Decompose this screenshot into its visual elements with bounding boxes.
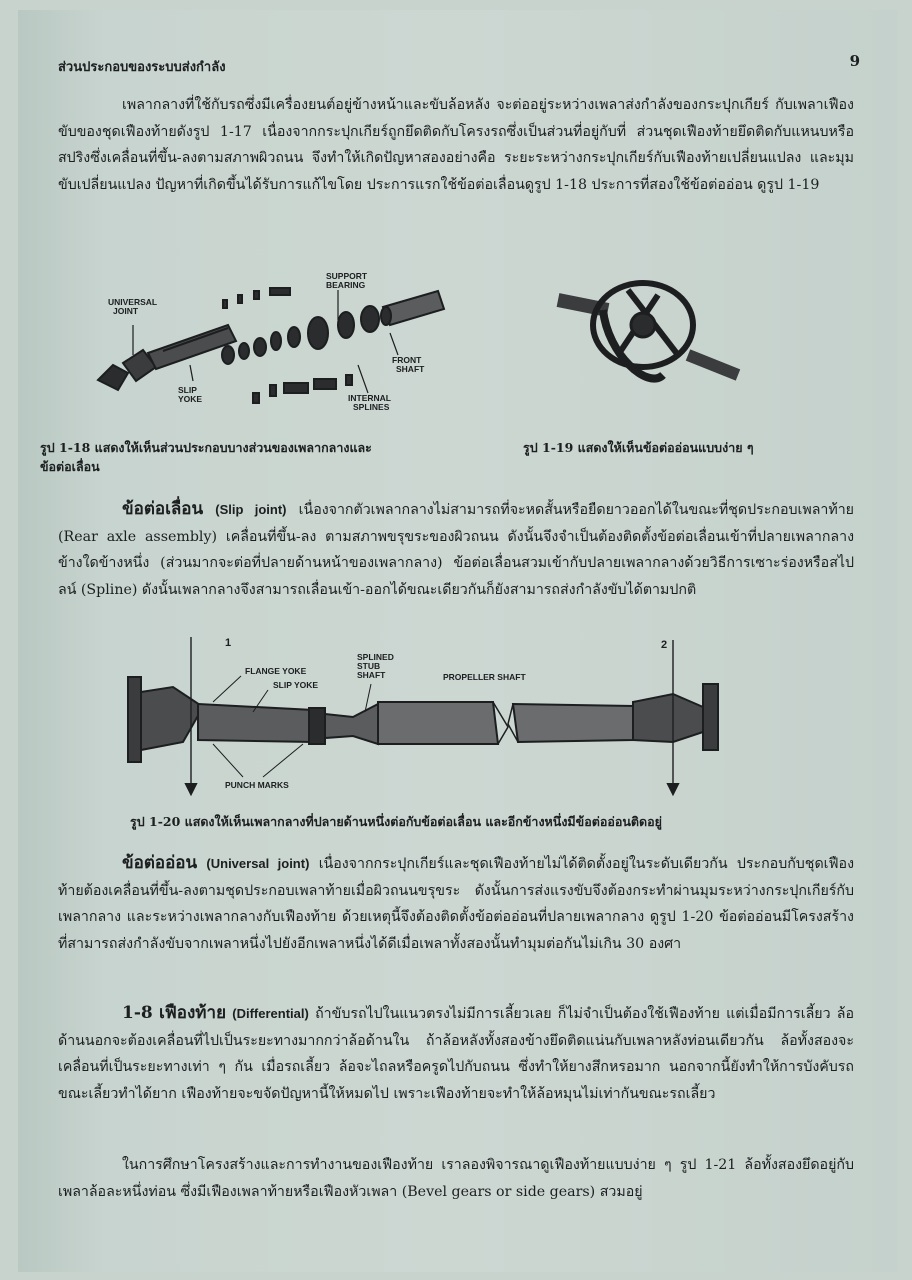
running-header <box>58 52 878 77</box>
label-slip-yoke: SLIP <box>178 385 197 395</box>
label-slip-yoke: YOKE <box>178 394 203 404</box>
label-support-bearing: BEARING <box>326 280 366 290</box>
fig20-marker-2: 2 <box>661 639 668 651</box>
figure-1-18-caption: รูป 1-18 แสดงให้เห็นส่วนประกอบบางส่วนของเพลากลางและ ข้อต่อเลื่อน <box>40 440 372 474</box>
paragraph-differential <box>58 1000 854 1107</box>
fig20-marker-1: 1 <box>225 637 232 649</box>
differential-body: ถ้าขับรถไปในแนวตรงไม่มีการเลี้ยวเลย ก็ไม่จำเป็นต้องใช้เฟืองท้าย แต่เมื่อมีการเลี้ยว ล้อด้านนอกจะต้องเคลื่อนที่ไปเป็นระยะทางมากกว่าล้อด้านใน ถ้าล้อหลังทั้งสองข้างยึดติดแน่นกับเพลาหลังท่อนเดียวกัน ล้อทั้งสองจะเคลื่อนที่เป็นระยะทางเท่า ๆ กัน เมื่อรถเลี้ยว ล้อจะไถลหรือครูดไปกับถนน ซึ่งทำให้ยางสึกหรอมาก นอกจากนี้ยังทำให้การบังคับรถขณะเลี้ยวทำได้ยาก เฟืองท้ายจะขจัดปัญหานี้ให้หมดไป เพราะเฟืองท้ายจะทำให้ล้อหมุนไม่เท่ากันขณะรถเลี้ยว <box>58 1006 854 1102</box>
label-slip-yoke-20: SLIP YOKE <box>273 680 319 690</box>
figure-1-19-caption: รูป 1-19 แสดงให้เห็นข้อต่ออ่อนแบบง่าย ๆ <box>523 440 754 455</box>
figure-1-20-caption: รูป 1-20 แสดงให้เห็นเพลากลางที่ปลายด้านหนึ่งต่อกับข้อต่อเลื่อน และอีกข้างหนึ่งมีข้อต่ออ่อนติดอยู่ <box>130 814 662 829</box>
paragraph-propeller-shaft: เพลากลางที่ใช้กับรถซึ่งมีเครื่องยนต์อยู่ข้างหน้าและขับล้อหลัง จะต่ออยู่ระหว่างเพลาส่งกำลังของกระปุกเกียร์ กับเพลาเฟืองขับของชุดเฟืองท้ายดังรูป 1-17 เนื่องจากกระปุกเกียร์ถูกยึดติดกับโครงรถซึ่งเป็นส่วนที่อยู่กับที่ ส่วนชุดเฟืองท้ายยึดติดกับแหนบหรือสปริงซึ่งเคลื่อนที่ขึ้น-ลงตามสภาพผิวถนน จึงทำให้เกิดปัญหาสองอย่างคือ ระยะระหว่างกระปุกเกียร์กับเฟืองท้ายเปลี่ยนแปลง และมุมขับเปลี่ยนแปลง ปัญหาที่เกิดขึ้นได้รับการแก้ไขโดย ประการแรกใช้ข้อต่อเลื่อนดูรูป 1-18 ประการที่สองใช้ข้อต่ออ่อน ดูรูป 1-19 <box>58 97 854 193</box>
label-universal-joint: JOINT <box>113 306 139 316</box>
universal-joint-body: เนื่องจากกระปุกเกียร์และชุดเฟืองท้ายไม่ได้ติดตั้งอยู่ในระดับเดียวกัน ประกอบกับชุดเฟืองท้ายต้องเคลื่อนที่ขึ้น-ลงตามชุดประกอบเพลาท้ายเมื่อผิวถนนขรุขระ ดังนั้นการส่งแรงขับจึงต้องกระทำผ่านมุมระหว่างกระปุกเกียร์กับเพลากลาง และระหว่างเพลากลางกับเฟืองท้าย ด้วยเหตุนี้จึงต้องติดตั้งข้อต่ออ่อนที่ปลายเพลากลาง ดูรูป 1-20 ข้อต่ออ่อนมีโครงสร้างที่สามารถส่งกำลังขับจากเพลาหนึ่งไปยังอีกเพลาหนึ่งได้ดีเมื่อเพลาทั้งสองนั้นทำมุมต่อกันไม่เกิน 30 องศา <box>58 856 854 952</box>
label-front-shaft: FRONT <box>392 355 422 365</box>
label-splined-stub-shaft: STUB <box>357 661 381 671</box>
differential-number: 1-8 <box>122 1003 153 1023</box>
label-propeller-shaft: PROPELLER SHAFT <box>443 672 526 682</box>
label-universal-joint: UNIVERSAL <box>108 297 158 307</box>
page-number: 9 <box>849 52 860 70</box>
universal-joint-heading-en: (Universal joint) <box>206 856 310 871</box>
figure-1-18-drawing <box>78 255 458 425</box>
label-front-shaft: SHAFT <box>396 364 425 374</box>
universal-joint-heading: ข้อต่ออ่อน <box>122 853 198 873</box>
slip-joint-body: เนื่องจากตัวเพลากลางไม่สามารถที่จะหดสั้นหรือยืดยาวออกได้ในขณะที่ชุดประกอบเพลาท้าย (Rear axle assembly) เคลื่อนที่ขึ้น-ลง ตามสภาพขรุขระของผิวถนน ดังนั้นจึงจำเป็นต้องติดตั้งข้อต่อเลื่อนเข้าที่ปลายเพลากลางข้างใดข้างหนึ่ง (ส่วนมากจะต่อที่ปลายด้านหน้าของเพลากลาง) ข้อต่อเลื่อนสวมเข้ากับปลายเพลากลางด้วยวิธีการเซาะร่องหรือสไปลน์ (Spline) ดังนั้นเพลากลางจึงสามารถเลื่อนเข้า-ออกได้ขณะเดียวกันก็ยังสามารถส่งกำลังขับได้ตามปกติ <box>58 502 854 598</box>
label-flange-yoke: FLANGE YOKE <box>245 666 307 676</box>
label-splined-stub-shaft: SPLINED <box>357 652 394 662</box>
label-support-bearing: SUPPORT <box>326 271 368 281</box>
slip-joint-heading: ข้อต่อเลื่อน <box>122 499 204 519</box>
label-splined-stub-shaft: SHAFT <box>357 670 386 680</box>
label-internal-splines: INTERNAL <box>348 393 391 403</box>
book-page <box>18 10 898 1272</box>
section-title: ส่วนประกอบของระบบส่งกำลัง <box>58 60 226 75</box>
slip-joint-heading-en: (Slip joint) <box>215 502 287 517</box>
label-internal-splines: SPLINES <box>353 402 390 412</box>
paragraph-universal-joint <box>58 850 854 957</box>
differential-heading: เฟืองท้าย <box>158 1003 227 1023</box>
figure-1-20-drawing <box>113 632 733 812</box>
label-punch-marks: PUNCH MARKS <box>225 780 289 790</box>
paragraph-differential-study: ในการศึกษาโครงสร้างและการทำงานของเฟืองท้าย เราลองพิจารณาดูเฟืองท้ายแบบง่าย ๆ รูป 1-21 ล้อทั้งสองยึดอยู่กับเพลาล้อละหนึ่งท่อน ซึ่งมีเฟืองเพลาท้ายหรือเฟืองหัวเพลา (Bevel gears or side gears) สวมอยู่ <box>58 1157 854 1200</box>
differential-heading-en: (Differential) <box>232 1006 309 1021</box>
paragraph-slip-joint <box>58 496 854 603</box>
figure-1-19-drawing <box>538 255 758 405</box>
